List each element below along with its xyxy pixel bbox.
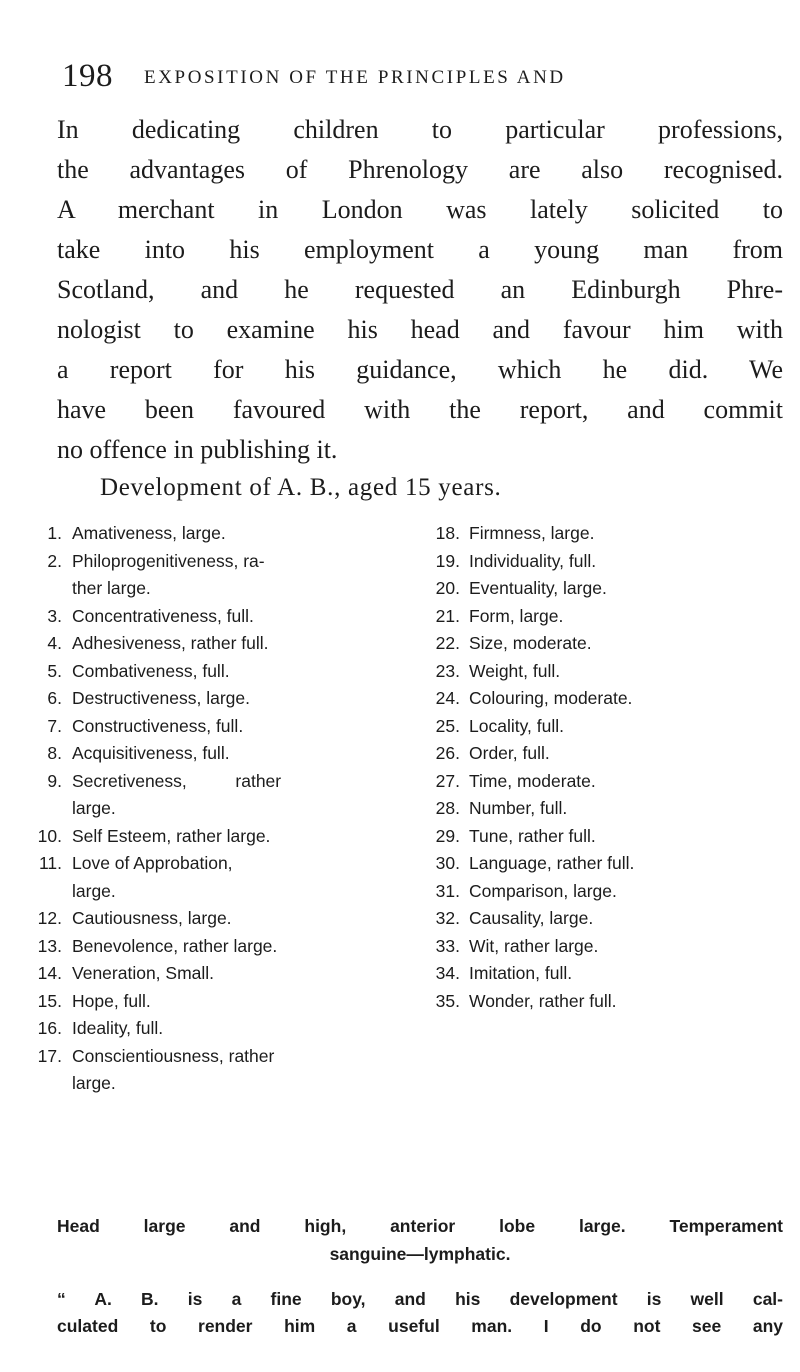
faculty-text: Amativeness, large.	[72, 523, 226, 543]
faculty-number: 1.	[47, 523, 62, 543]
quote-paragraph	[57, 1286, 783, 1340]
faculty-number: 15.	[37, 990, 62, 1011]
faculty-entry	[22, 575, 420, 603]
faculty-text: large.	[72, 1073, 116, 1093]
faculty-number: 5.	[47, 660, 62, 681]
faculty-text: Imitation, full.	[469, 963, 573, 983]
faculty-entry	[420, 685, 790, 713]
faculty-entry	[420, 548, 790, 576]
faculty-text: Conscientiousness, rather	[72, 1045, 275, 1066]
faculty-number: 11.	[38, 853, 62, 873]
faculty-number: 7.	[47, 715, 62, 736]
page-number: 198	[62, 58, 113, 94]
faculty-text: Cautiousness, large.	[72, 908, 232, 928]
faculty-text: Causality, large.	[469, 908, 594, 928]
faculty-number: 3.	[47, 605, 62, 626]
faculty-number: 23.	[435, 660, 460, 681]
faculty-text: Concentrativeness, full.	[72, 605, 254, 626]
faculty-entry	[22, 740, 420, 768]
running-header	[62, 58, 782, 98]
faculty-entry	[420, 740, 790, 768]
faculty-number: 34.	[435, 963, 460, 983]
faculty-text: Wit, rather large.	[469, 935, 599, 956]
faculty-entry	[22, 795, 420, 823]
faculty-number: 32.	[435, 908, 460, 928]
faculty-entry	[22, 905, 420, 933]
faculty-entry	[22, 988, 420, 1016]
quote-line: “ A. B. is a fine boy, and his development is well cal-	[57, 1289, 783, 1309]
faculty-entry	[22, 658, 420, 686]
faculty-entry	[22, 1043, 420, 1071]
faculty-entry	[22, 520, 420, 548]
faculty-number: 22.	[435, 633, 460, 653]
faculty-entry	[22, 548, 420, 576]
faculty-number: 24.	[435, 688, 460, 708]
faculty-number: 31.	[435, 880, 460, 901]
faculty-number: 25.	[435, 715, 460, 736]
faculty-text: Order, full.	[469, 743, 550, 763]
faculty-text: Comparison, large.	[469, 880, 617, 901]
faculty-entry	[420, 988, 790, 1016]
faculty-text: Love of Approbation,	[72, 853, 233, 873]
faculty-text: Number, full.	[469, 798, 568, 818]
faculty-number: 13.	[37, 935, 62, 956]
faculty-text: Tune, rather full.	[469, 825, 596, 846]
faculty-entry	[22, 823, 420, 851]
faculty-number: 8.	[47, 743, 62, 763]
faculty-text: Form, large.	[469, 605, 564, 626]
faculty-entry	[420, 850, 790, 878]
faculty-text: Wonder, rather full.	[469, 990, 617, 1011]
faculty-text: Individuality, full.	[469, 550, 597, 571]
paragraph-line: have been favoured with the report, and commit	[57, 395, 783, 424]
faculty-text: Destructiveness, large.	[72, 688, 250, 708]
faculty-number: 35.	[435, 990, 460, 1011]
faculty-number: 10.	[37, 825, 62, 846]
paragraph-line: no offence in publishing it.	[57, 435, 338, 464]
faculty-entry	[420, 575, 790, 603]
faculty-number: 26.	[435, 743, 460, 763]
faculty-entry	[420, 878, 790, 906]
faculty-text: Combativeness, full.	[72, 660, 230, 681]
faculty-text: Weight, full.	[469, 660, 561, 681]
faculty-text: Locality, full.	[469, 715, 564, 736]
development-heading: Development of A. B., aged 15 years.	[100, 474, 502, 501]
faculty-entry	[420, 603, 790, 631]
faculty-number: 12.	[37, 908, 62, 928]
faculty-entry	[420, 658, 790, 686]
faculty-entry	[22, 1070, 420, 1098]
faculty-text: Self Esteem, rather large.	[72, 825, 271, 846]
faculty-entry	[420, 520, 790, 548]
faculty-entry	[22, 768, 420, 796]
faculty-text: Time, moderate.	[469, 770, 596, 791]
faculty-text: Size, moderate.	[469, 633, 592, 653]
faculty-text: Ideality, full.	[72, 1018, 164, 1038]
paragraph-line: take into his employment a young man from	[57, 235, 783, 264]
faculty-number: 20.	[435, 578, 460, 598]
faculty-text: Language, rather full.	[469, 853, 635, 873]
faculty-entry	[420, 713, 790, 741]
running-title: EXPOSITION OF THE PRINCIPLES AND	[144, 67, 566, 88]
faculty-entry	[22, 878, 420, 906]
faculty-entry	[22, 630, 420, 658]
intro-paragraph	[57, 110, 783, 470]
faculty-number: 19.	[435, 550, 460, 571]
faculty-entry	[420, 768, 790, 796]
faculty-text: Secretiveness, rather	[72, 770, 282, 791]
faculty-number: 9.	[47, 770, 62, 791]
faculty-text: Veneration, Small.	[72, 963, 215, 983]
faculty-list-right	[420, 520, 790, 1015]
summary-line: Head large and high, anterior lobe large. Temperament	[57, 1216, 783, 1236]
faculty-entry	[420, 823, 790, 851]
summary-line: sanguine—lymphatic.	[329, 1244, 511, 1264]
faculty-text: ther large.	[72, 578, 151, 598]
faculty-entry	[420, 905, 790, 933]
faculty-number: 30.	[435, 853, 460, 873]
paragraph-line: A merchant in London was lately solicited to	[57, 195, 783, 224]
paragraph-line: a report for his guidance, which he did. We	[57, 355, 783, 384]
faculty-text: large.	[72, 798, 116, 818]
faculty-text: Firmness, large.	[469, 523, 595, 543]
paragraph-line: the advantages of Phrenology are also recognised.	[57, 155, 783, 184]
faculty-entry	[22, 685, 420, 713]
paragraph-line: In dedicating children to particular professions,	[57, 115, 783, 144]
faculty-entry	[22, 603, 420, 631]
paragraph-line: Scotland, and he requested an Edinburgh Phre-	[57, 275, 783, 304]
faculty-entry	[22, 933, 420, 961]
faculty-number: 2.	[47, 550, 62, 571]
faculty-entry	[22, 960, 420, 988]
quote-line: culated to render him a useful man. I do not see any	[57, 1316, 783, 1336]
paragraph-line: nologist to examine his head and favour him with	[57, 315, 783, 344]
faculty-entry	[22, 850, 420, 878]
faculty-number: 28.	[435, 798, 460, 818]
faculty-text: Colouring, moderate.	[469, 688, 633, 708]
faculty-number: 17.	[37, 1045, 62, 1066]
faculty-number: 6.	[47, 688, 62, 708]
faculty-text: Benevolence, rather large.	[72, 935, 278, 956]
faculty-number: 27.	[435, 770, 460, 791]
faculty-number: 33.	[435, 935, 460, 956]
faculty-entry	[420, 933, 790, 961]
faculty-number: 29.	[435, 825, 460, 846]
faculty-entry	[420, 795, 790, 823]
faculty-entry	[420, 960, 790, 988]
faculty-text: Adhesiveness, rather full.	[72, 633, 269, 653]
faculty-text: Eventuality, large.	[469, 578, 607, 598]
faculty-number: 18.	[435, 523, 460, 543]
faculty-number: 21.	[435, 605, 460, 626]
faculty-text: Acquisitiveness, full.	[72, 743, 230, 763]
faculty-number: 14.	[37, 963, 62, 983]
faculty-number: 16.	[37, 1018, 62, 1038]
summary-paragraph	[57, 1212, 783, 1268]
faculty-list-left	[22, 520, 420, 1098]
faculty-text: large.	[72, 880, 116, 901]
faculty-entry	[22, 713, 420, 741]
faculty-entry	[22, 1015, 420, 1043]
faculty-text: Hope, full.	[72, 990, 151, 1011]
faculty-text: Constructiveness, full.	[72, 715, 244, 736]
faculty-text: Philoprogenitiveness, ra-	[72, 550, 265, 571]
faculty-entry	[420, 630, 790, 658]
faculty-number: 4.	[47, 633, 62, 653]
